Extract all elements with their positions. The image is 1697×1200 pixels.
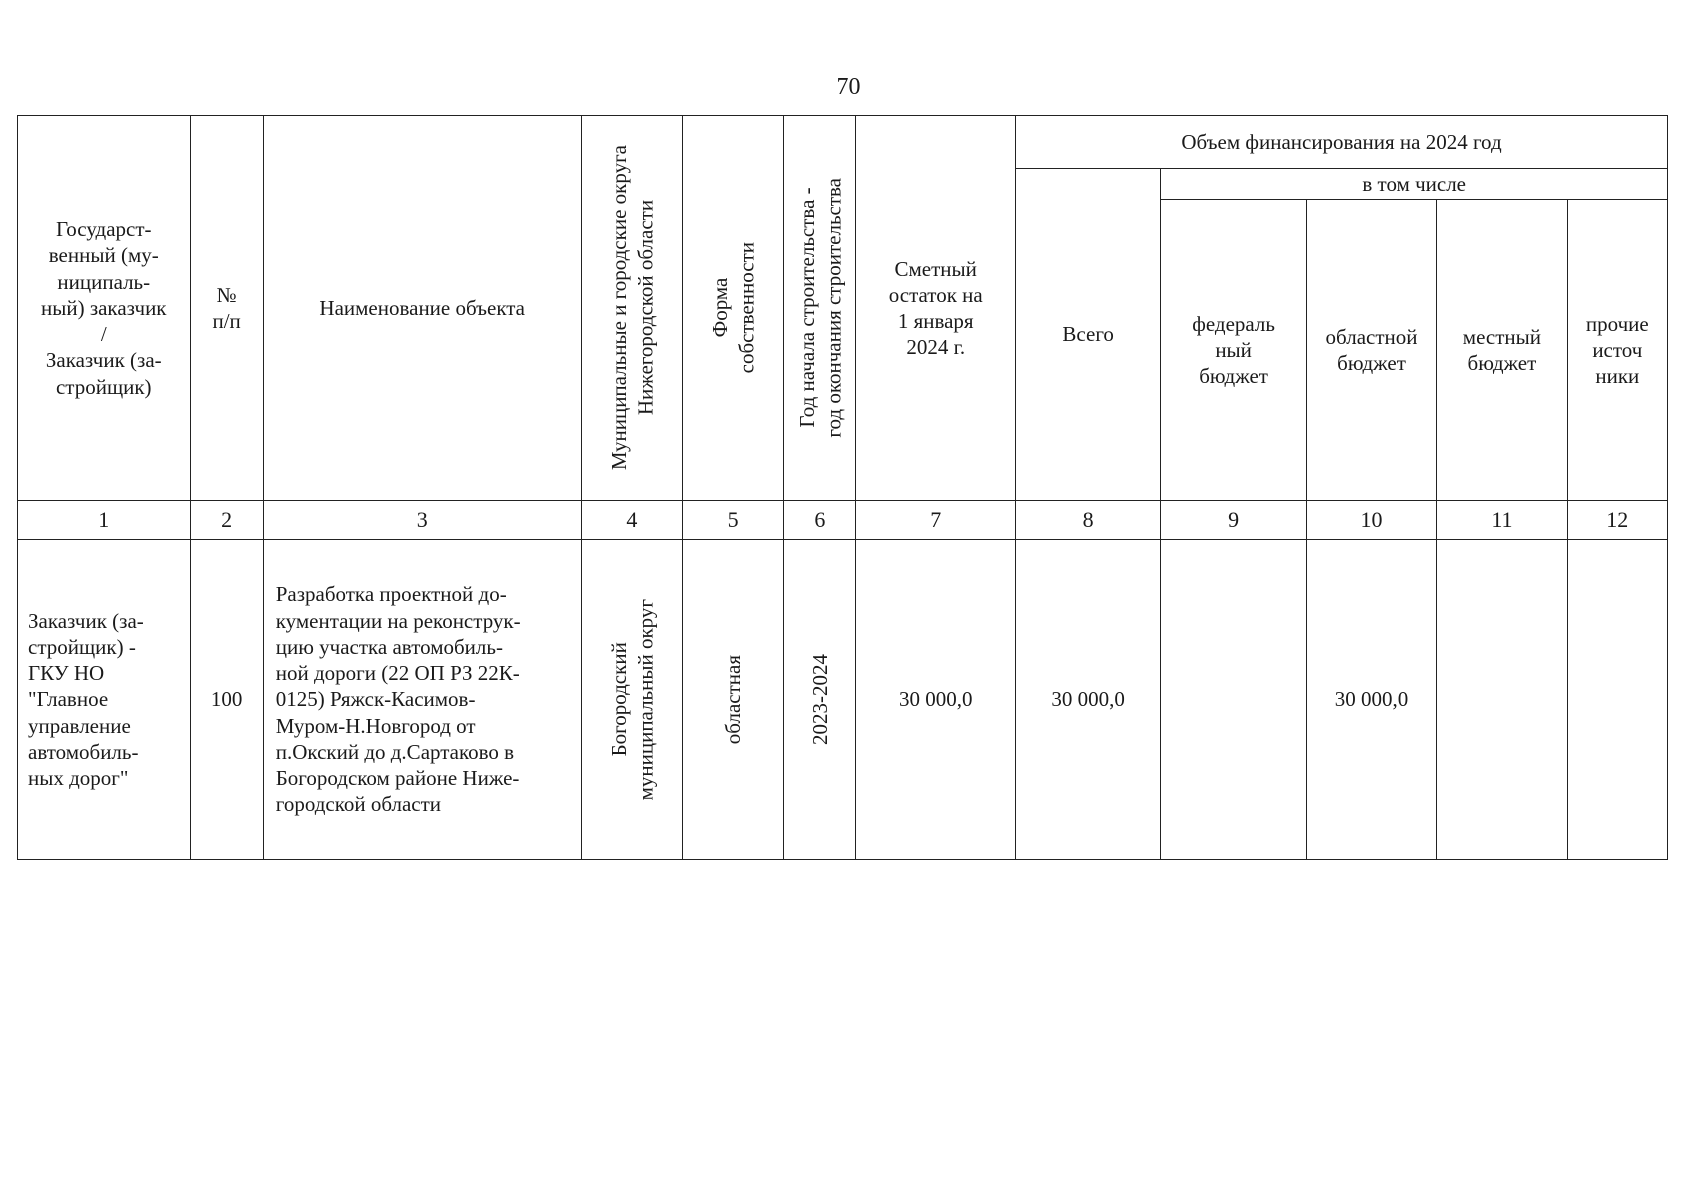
header-other [1567,200,1667,501]
header-local-label: местный бюджет [1462,324,1542,375]
header-years [784,116,856,501]
header-years-label: Год начала строительства - год окончания строительства [794,178,845,438]
column-number: 12 [1567,501,1667,540]
header-ownership-label: Форма собственности [707,242,759,374]
column-number: 5 [682,501,783,540]
header-municipality-label: Муниципальные и городские округа Нижегородской области [606,145,657,471]
financing-table [17,115,1668,860]
header-federal [1161,200,1306,501]
column-number-row [18,501,1668,540]
header-customer [18,116,191,501]
cell-object-name [263,540,581,860]
cell-other [1567,540,1667,860]
cell-years-text: 2023-2024 [807,654,832,745]
column-number: 3 [263,501,581,540]
cell-ownership-text: областная [721,654,745,745]
header-including: в том числе [1161,169,1668,200]
column-number: 1 [18,501,191,540]
cell-customer [18,540,191,860]
header-regional-label: областной бюджет [1325,324,1418,375]
header-federal-label: федераль ный бюджет [1192,311,1275,389]
header-customer-label: Государст- венный (му- ниципаль- ный) заказчик / Заказчик (за- стройщик) [40,217,167,399]
column-number: 11 [1437,501,1567,540]
cell-municipality-text: Богородский муниципальный округ [606,598,657,801]
cell-ownership [682,540,783,860]
header-funding-title: Объем финансирования на 2024 год [1015,116,1667,169]
table-row [18,540,1668,860]
header-object-name [263,116,581,501]
header-local [1437,200,1567,501]
header-object-name-label: Наименование объекта [319,295,526,320]
header-number [190,116,263,501]
header-ownership [682,116,783,501]
cell-customer-text: Заказчик (за- стройщик) - ГКУ НО "Главное управление автомобиль- ных дорог" [28,608,144,791]
header-estimate-label: Сметный остаток на 1 января 2024 г. [888,256,983,360]
header-number-label: № п/п [212,282,241,333]
header-row [18,116,1668,169]
cell-object-name-text: Разработка проектной до- кументации на реконструк- цию участка автомобиль- ной дороги (22 ОП РЗ 22К- 0125) Ряжск-Касимов- Муром-Н.Новгород от п.Окский до д.Сартаково в Богородском районе Ниже- городской области [275,582,521,817]
cell-number: 100 [190,540,263,860]
header-total: Всего [1015,169,1160,501]
header-municipality [581,116,682,501]
header-estimate [856,116,1015,501]
cell-municipality [581,540,682,860]
cell-regional: 30 000,0 [1306,540,1436,860]
column-number: 4 [581,501,682,540]
column-number: 8 [1015,501,1160,540]
header-regional [1306,200,1436,501]
cell-years [784,540,856,860]
column-number: 7 [856,501,1015,540]
column-number: 2 [190,501,263,540]
cell-local [1437,540,1567,860]
header-other-label: прочие источ ники [1585,311,1649,389]
column-number: 10 [1306,501,1436,540]
page-number: 70 [836,74,861,100]
column-number: 6 [784,501,856,540]
cell-estimate: 30 000,0 [856,540,1015,860]
cell-total: 30 000,0 [1015,540,1160,860]
column-number: 9 [1161,501,1306,540]
cell-federal [1161,540,1306,860]
